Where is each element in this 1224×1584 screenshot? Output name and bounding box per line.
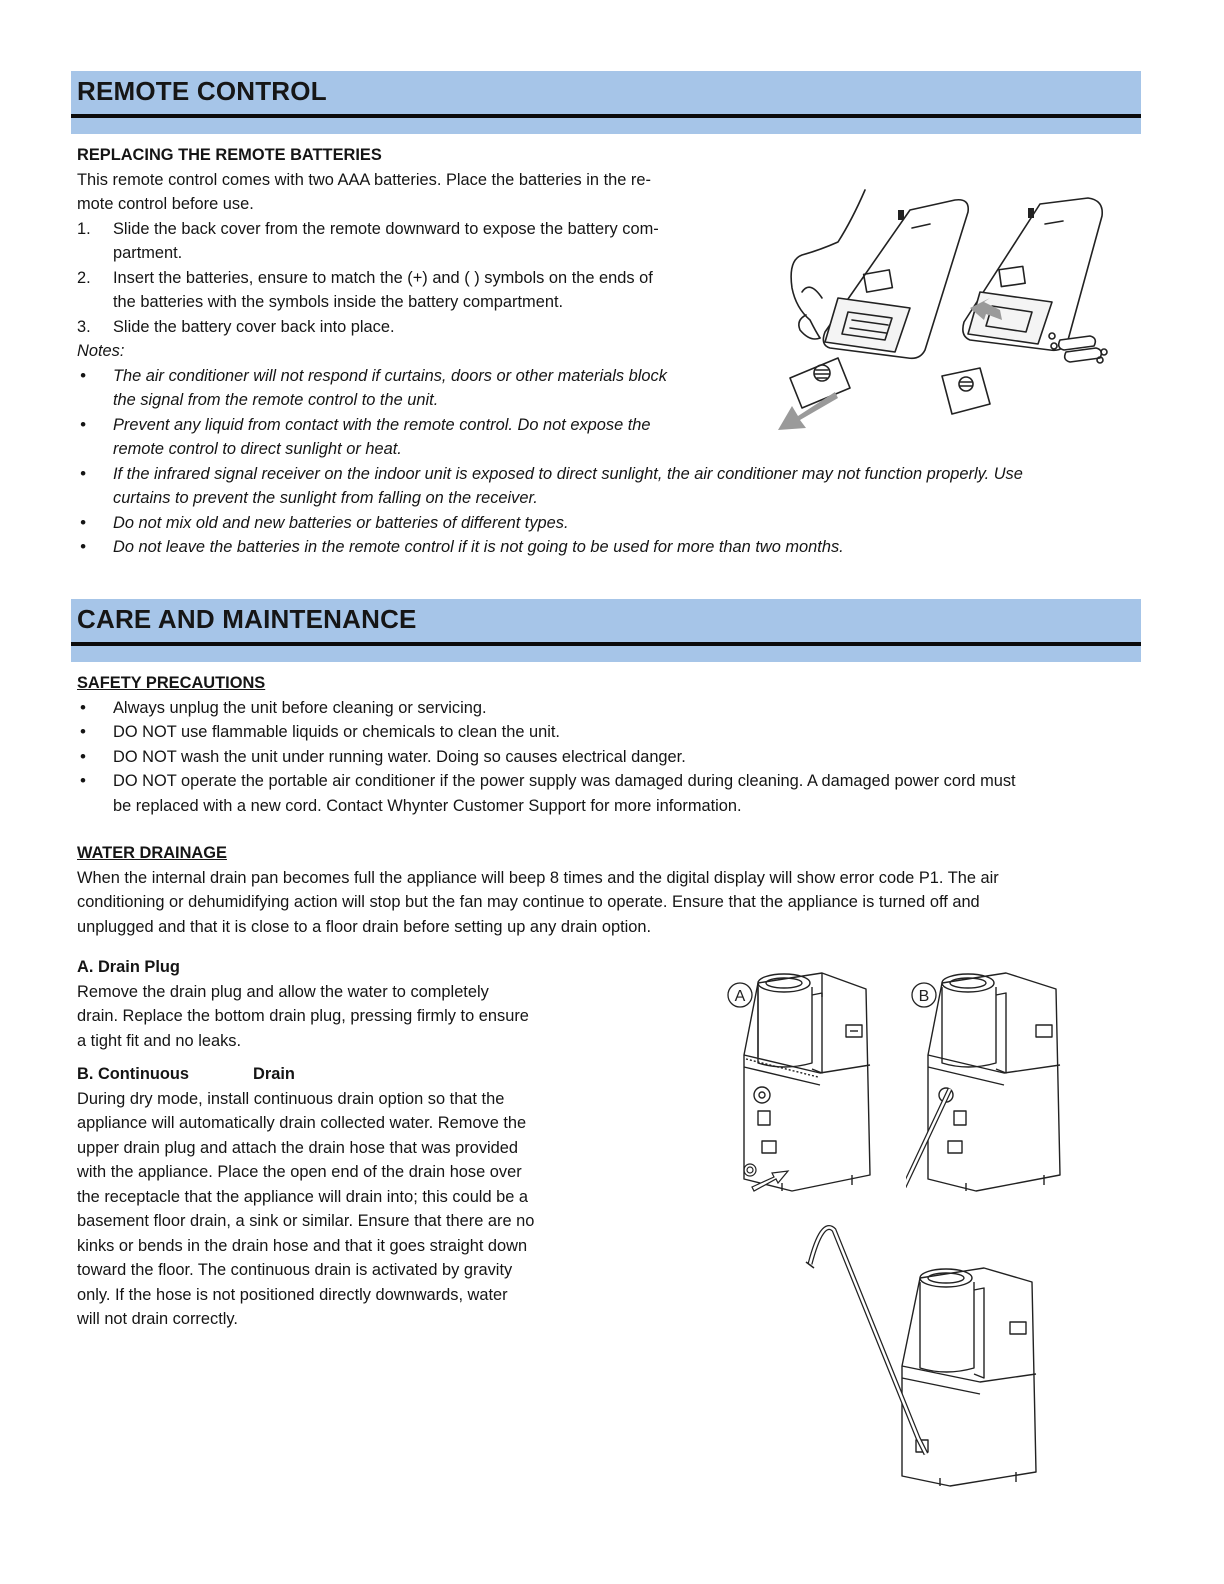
section-rule — [71, 114, 1141, 118]
note-line: If the infrared signal receiver on the indoor unit is exposed to direct sunlight, the air conditioner may not function properly. Use — [113, 464, 1023, 483]
step-line: the batteries with the symbols inside the battery compartment. — [113, 293, 564, 311]
step-line: partment. — [113, 244, 183, 262]
continuous-line: with the appliance. Place the open end of the drain hose over — [77, 1163, 522, 1181]
drain-plug-section — [77, 955, 637, 1053]
note-line: The air conditioner will not respond if curtains, doors or other materials block — [113, 366, 667, 385]
drainage-line: conditioning or dehumidifying action will stop but the fan may continue to operate. Ensure that the appliance is turned off and — [77, 893, 980, 911]
safety-line: DO NOT wash the unit under running water. Doing so causes electrical danger. — [113, 747, 686, 766]
step-line: Slide the battery cover back into place. — [113, 317, 395, 336]
drain-plug-heading: A. Drain Plug — [77, 958, 180, 976]
remote-battery-illustration — [770, 180, 1120, 435]
section-rule — [71, 642, 1141, 646]
note-item — [77, 511, 1137, 536]
bullet-icon: • — [80, 537, 86, 556]
notes-label: Notes: — [77, 342, 125, 360]
continuous-line: will not drain correctly. — [77, 1310, 238, 1328]
safety-item — [77, 745, 1137, 770]
safety-line: DO NOT use flammable liquids or chemicals to clean the unit. — [113, 723, 560, 741]
bullet-icon: • — [80, 512, 86, 532]
step-number: 1. — [77, 219, 91, 238]
continuous-line: appliance will automatically drain collected water. Remove the — [77, 1114, 527, 1132]
intro-line: This remote control comes with two AAA batteries. Place the batteries in the re- — [77, 170, 651, 189]
note-item — [77, 462, 1137, 511]
water-drainage-section — [77, 841, 1137, 939]
step-line: Slide the back cover from the remote downward to expose the battery com- — [113, 219, 659, 238]
safety-precautions-section — [77, 671, 1137, 818]
continuous-heading-part: Drain — [252, 1065, 295, 1083]
remote-control-title: REMOTE CONTROL — [77, 76, 327, 106]
continuous-line: kinks or bends in the drain hose and that it goes straight down — [77, 1236, 528, 1255]
continuous-line: upper drain plug and attach the drain hose that was provided — [77, 1138, 519, 1157]
note-item — [77, 535, 1137, 560]
drain-plug-figure-b — [906, 965, 1076, 1205]
safety-item — [77, 769, 1137, 818]
bullet-icon: • — [80, 463, 86, 483]
safety-item — [77, 720, 1137, 745]
continuous-heading-part: B. Continuous — [77, 1065, 189, 1083]
continuous-line: During dry mode, install continuous drain option so that the — [77, 1089, 505, 1108]
intro-line: mote control before use. — [77, 195, 254, 213]
step-line: Insert the batteries, ensure to match the (+) and ( ) symbols on the ends of — [113, 268, 653, 287]
note-line: the signal from the remote control to the unit. — [113, 391, 439, 409]
note-line: remote control to direct sunlight or heat. — [113, 440, 402, 458]
continuous-line: the receptacle that the appliance will drain into; this could be a — [77, 1187, 529, 1206]
figure-label-a: A — [734, 988, 746, 1005]
safety-item — [77, 696, 1137, 721]
care-maintenance-banner — [71, 599, 1141, 662]
bullet-icon: • — [80, 746, 86, 766]
bullet-icon: • — [80, 697, 86, 717]
drain-plug-figure-a — [722, 965, 882, 1205]
care-maintenance-title: CARE AND MAINTENANCE — [77, 604, 417, 634]
safety-line: be replaced with a new cord. Contact Whynter Customer Support for more information. — [113, 796, 742, 815]
drainage-line: unplugged and that it is close to a floor drain before setting up any drain option. — [77, 917, 652, 936]
drainage-line: When the internal drain pan becomes full the appliance will beep 8 times and the digital display will show error code P1. The air — [77, 868, 999, 887]
bullet-icon: • — [80, 414, 86, 434]
safety-line: Always unplug the unit before cleaning or servicing. — [113, 698, 487, 717]
note-line: Do not leave the batteries in the remote control if it is not going to be used for more than two months. — [113, 538, 844, 556]
note-line: curtains to prevent the sunlight from falling on the receiver. — [113, 489, 538, 507]
remote-control-banner — [71, 71, 1141, 134]
safety-line: DO NOT operate the portable air conditioner if the power supply was damaged during cleaning. A damaged power cord must — [113, 772, 1016, 790]
continuous-line: toward the floor. The continuous drain is activated by gravity — [77, 1261, 513, 1279]
replacing-batteries-heading: REPLACING THE REMOTE BATTERIES — [77, 146, 382, 164]
figure-label-b: B — [918, 988, 930, 1005]
bullet-icon: • — [80, 722, 86, 741]
note-line: Prevent any liquid from contact with the remote control. Do not expose the — [113, 415, 651, 434]
continuous-drain-figure — [800, 1218, 1050, 1488]
step-number: 3. — [77, 317, 91, 336]
water-drainage-heading: WATER DRAINAGE — [77, 844, 227, 862]
drain-plug-line: Remove the drain plug and allow the water to completely — [77, 982, 489, 1001]
continuous-drain-section — [77, 1062, 637, 1332]
bullet-icon: • — [80, 771, 86, 790]
note-line: Do not mix old and new batteries or batteries of different types. — [113, 513, 569, 532]
drain-plug-line: a tight fit and no leaks. — [77, 1031, 242, 1050]
bullet-icon: • — [80, 365, 86, 385]
continuous-drain-heading — [77, 1062, 637, 1087]
safety-heading: SAFETY PRECAUTIONS — [77, 674, 266, 692]
continuous-line: basement floor drain, a sink or similar. Ensure that there are no — [77, 1212, 535, 1230]
continuous-line: only. If the hose is not positioned directly downwards, water — [77, 1285, 508, 1304]
drain-plug-line: drain. Replace the bottom drain plug, pressing firmly to ensure — [77, 1007, 529, 1025]
step-number: 2. — [77, 268, 91, 287]
